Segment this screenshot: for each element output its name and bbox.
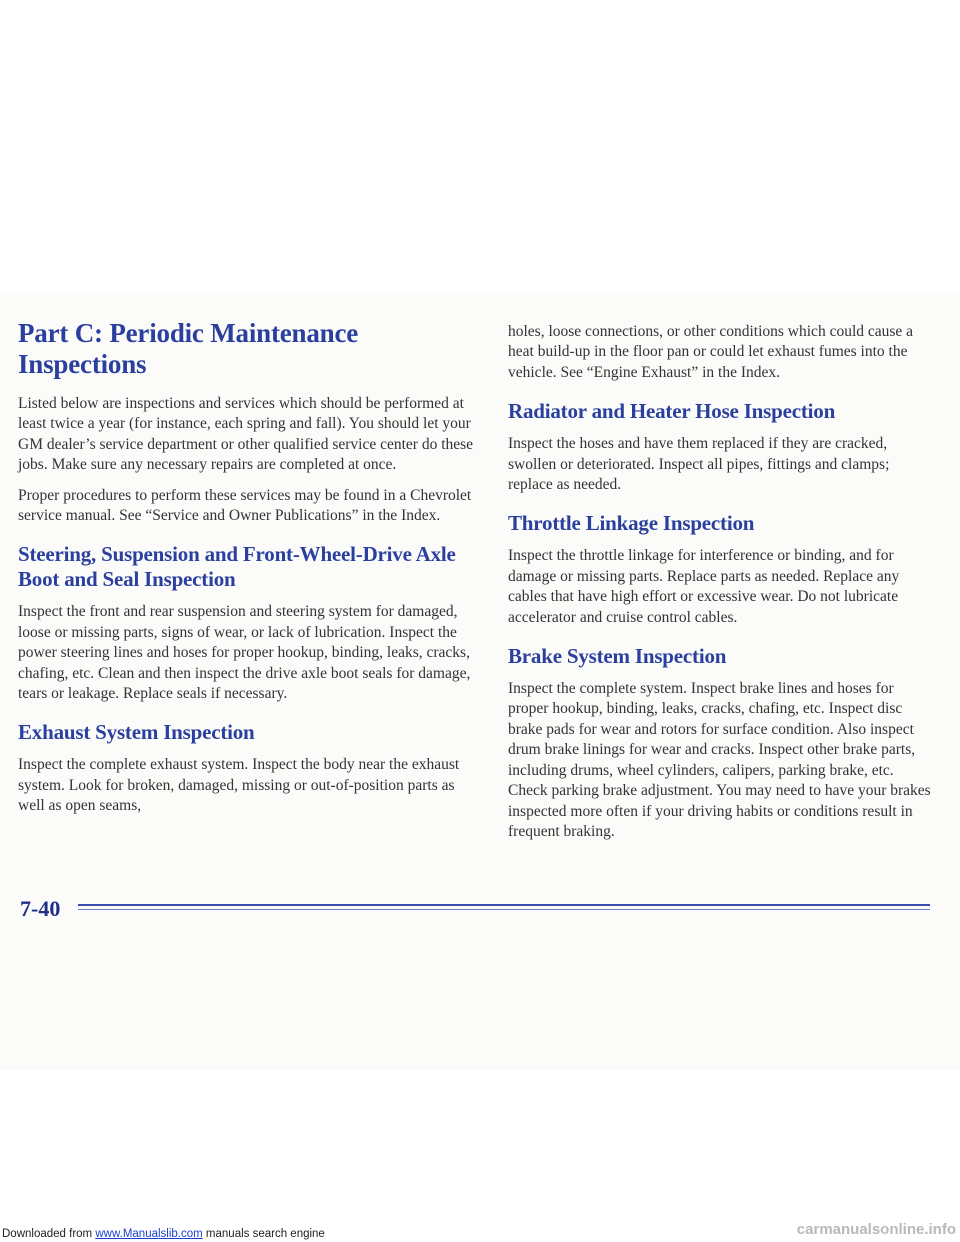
steering-heading: Steering, Suspension and Front-Wheel-Drive Axle Boot and Seal Inspection <box>18 542 456 592</box>
download-suffix: manuals search engine <box>205 1228 325 1240</box>
footer-rule <box>78 904 930 914</box>
throttle-heading: Throttle Linkage Inspection <box>508 511 755 536</box>
footer-rule-line <box>78 904 930 906</box>
exhaust-paragraph: Inspect the complete exhaust system. Inspect the body near the exhaust system. Look for broken, damaged, missing or out-of-position parts as well as open seams, <box>18 756 460 815</box>
intro-paragraph-1: Listed below are inspections and services which should be performed at least twice a year (for instance, each spring and fall). You should let your GM dealer’s service department or other qualified service center do these jobs. Make sure any necessary repairs are completed at once. <box>18 395 474 474</box>
download-bar <box>0 1221 960 1242</box>
download-source <box>2 1226 325 1242</box>
watermark: carmanualsonline.info <box>796 1221 956 1238</box>
exhaust-paragraph-continued: holes, loose connections, or other conditions which could cause a heat build-up in the floor pan or could let exhaust fumes into the vehicle. See “Engine Exhaust” in the Index. <box>508 323 914 381</box>
page-number: 7-40 <box>20 896 61 921</box>
steering-paragraph: Inspect the front and rear suspension and steering system for damaged, loose or missing parts, signs of wear, or lack of lubrication. Inspect the power steering lines and hoses for proper hookup, binding, leaks, cracks, chafing, etc. Clean and then inspect the drive axle boot seals for damage, tears or leakage. Replace seals if necessary. <box>18 603 471 703</box>
footer-rule-thin-line <box>78 909 930 910</box>
manualslib-link[interactable]: www.Manualslib.com <box>95 1228 203 1240</box>
throttle-paragraph: Inspect the throttle linkage for interference or binding, and for damage or missing parts. Replace parts as needed. Replace any cables that have high effort or excessive wear. Do not lubricate accelerator and cruise control cables. <box>508 547 900 626</box>
radiator-paragraph: Inspect the hoses and have them replaced if they are cracked, swollen or deteriorated. Inspect all pipes, fittings and clamps; replace as needed. <box>508 435 890 494</box>
section-title: Part C: Periodic Maintenance Inspections <box>18 318 359 379</box>
brake-paragraph: Inspect the complete system. Inspect brake lines and hoses for proper hookup, binding, leaks, cracks, chafing, etc. Inspect disc brake pads for wear and rotors for surface condition. Also inspect drum brake linings for wear and cracks. Inspect other brake parts, including drums, wheel cylinders, calipers, parking brake, etc. Check parking brake adjustment. You may need to have your brakes inspected more often if your driving habits or conditions result in frequent braking. <box>508 680 931 840</box>
exhaust-heading: Exhaust System Inspection <box>18 720 255 745</box>
radiator-heading: Radiator and Heater Hose Inspection <box>508 399 836 424</box>
brake-heading: Brake System Inspection <box>508 644 727 669</box>
download-prefix: Downloaded from <box>2 1228 93 1240</box>
right-column <box>508 322 936 852</box>
left-column <box>18 318 480 827</box>
intro-paragraph-2: Proper procedures to perform these services may be found in a Chevrolet service manual. See “Service and Owner Publications” in the Index. <box>18 486 472 525</box>
